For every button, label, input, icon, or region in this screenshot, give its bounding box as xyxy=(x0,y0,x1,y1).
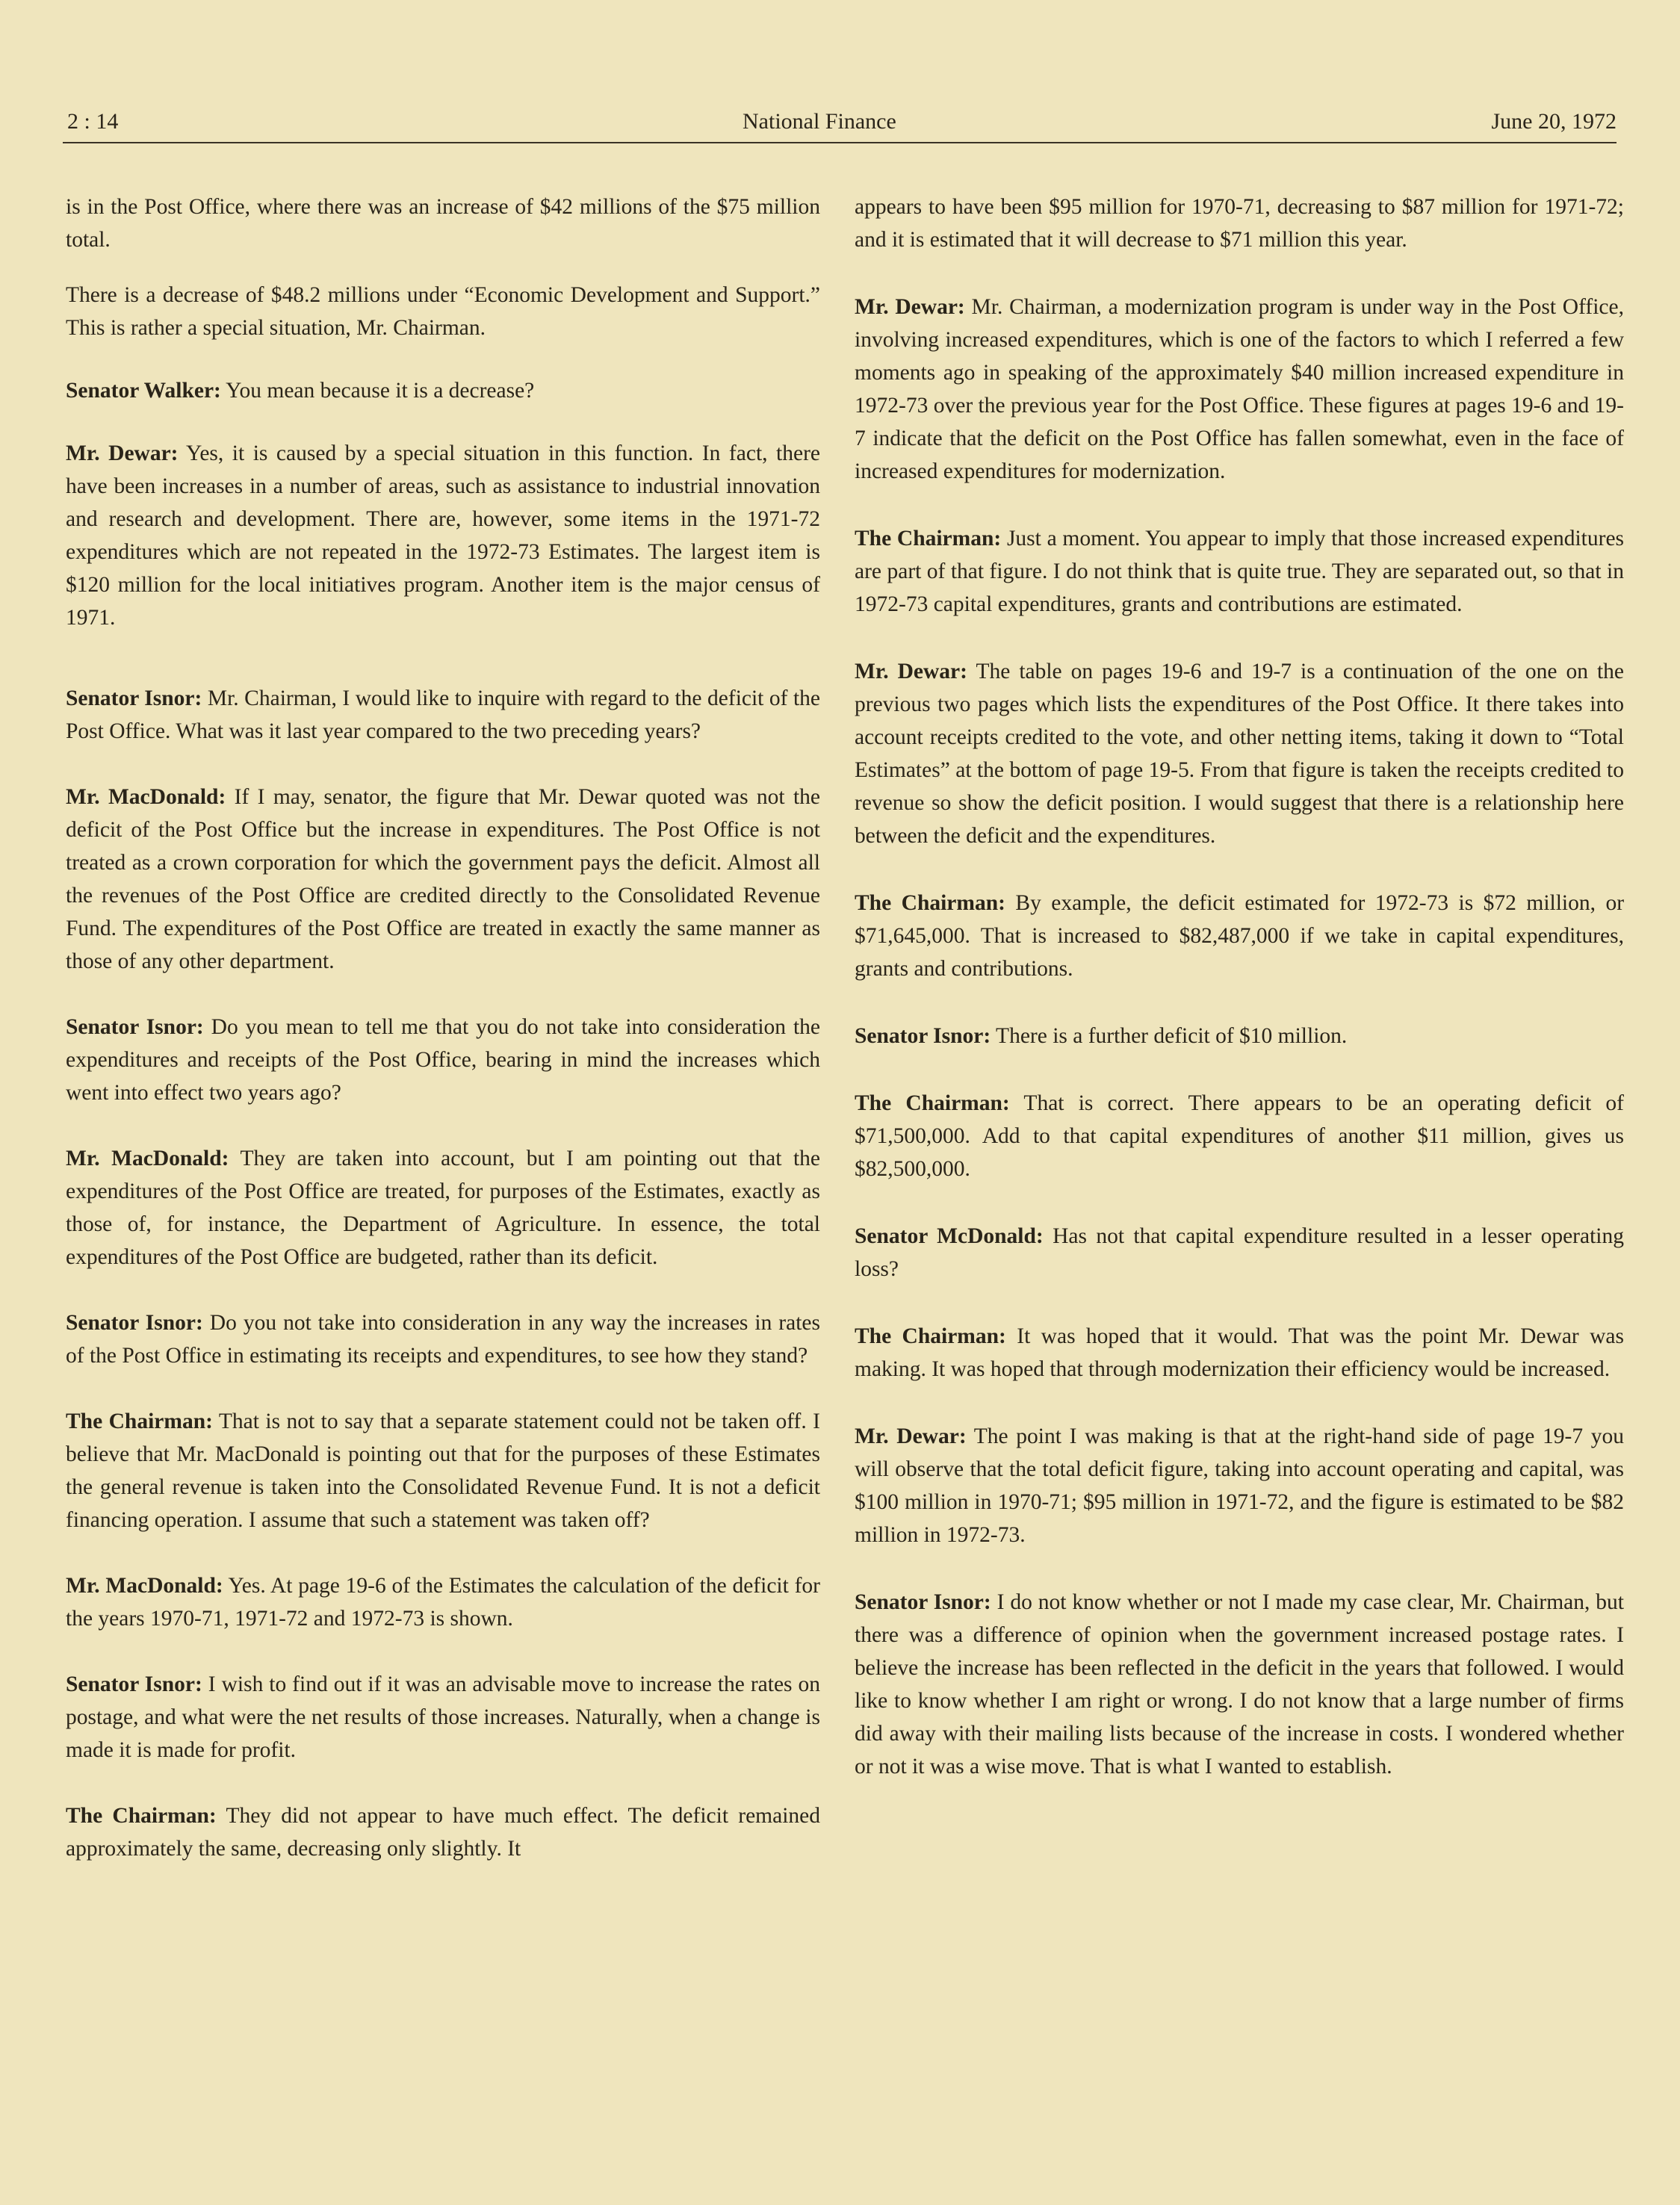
paragraph-text: Do you not take into consideration in any way the increases in rates of the Post Office in estimating its receipts and expenditures, to see how they stand? xyxy=(66,1311,820,1368)
speaker-name: Senator Isnor: xyxy=(855,1590,991,1614)
speaker-name: Senator Isnor: xyxy=(66,1015,204,1039)
paragraph-text: Yes. At page 19-6 of the Estimates the calculation of the deficit for the years 1970-71, 1971-72 and 1972-73 is shown. xyxy=(66,1574,821,1631)
paragraph-text: appears to have been $95 million for 1970-71, decreasing to $87 million for 1971-72; and it is estimated that it will decrease to $71 million this year. xyxy=(855,195,1624,252)
paragraph xyxy=(66,374,820,407)
paragraph-text: There is a decrease of $48.2 millions under “Economic Development and Support.” This is rather a special situation, Mr. Chairman. xyxy=(66,283,820,340)
paragraph xyxy=(855,655,1624,852)
paragraph xyxy=(66,190,820,256)
speaker-name: Senator Walker: xyxy=(66,379,221,403)
paragraph xyxy=(66,682,820,748)
left-column xyxy=(66,190,820,1865)
publication-date: June 20, 1972 xyxy=(1491,109,1617,134)
speaker-name: Senator McDonald: xyxy=(855,1224,1044,1248)
paragraph-text: You mean because it is a decrease? xyxy=(226,379,535,403)
paragraph xyxy=(66,1306,820,1372)
speaker-name: Mr. Dewar: xyxy=(66,441,179,465)
paragraph xyxy=(855,522,1624,621)
paragraph xyxy=(66,781,820,978)
paragraph xyxy=(66,1011,820,1109)
right-column xyxy=(855,190,1624,1783)
paragraph-text: Yes, it is caused by a special situation in this function. In fact, there have been increases in a number of areas, such as assistance to industrial innovation and research and development. There are, however, some items in the 1971-72 expenditures which are not repeated in the 1972-73 Estimates. The largest item is $120 million for the local initiatives program. Another item is the major census of 1971. xyxy=(66,441,821,630)
speaker-name: Mr. MacDonald: xyxy=(66,1147,229,1170)
speaker-name: The Chairman: xyxy=(855,1091,1010,1115)
paragraph xyxy=(66,1668,820,1767)
speaker-name: Senator Isnor: xyxy=(855,1024,991,1048)
paragraph xyxy=(66,1142,820,1274)
paragraph-text: Mr. Chairman, I would like to inquire with regard to the deficit of the Post Office. What was it last year compared to the two preceding years? xyxy=(66,686,821,743)
speaker-name: The Chairman: xyxy=(66,1409,213,1433)
paragraph-text: It was hoped that it would. That was the point Mr. Dewar was making. It was hoped that through modernization their efficiency would be increased. xyxy=(855,1324,1624,1381)
paragraph-text: They are taken into account, but I am pointing out that the expenditures of the Post Office are treated, for purposes of the Estimates, exactly as those of, for instance, the Department of Agriculture. In essence, the total expenditures of the Post Office are budgeted, rather than its deficit. xyxy=(66,1147,820,1269)
paragraph xyxy=(855,1586,1624,1783)
paragraph xyxy=(66,1405,820,1536)
paragraph-text: Do you mean to tell me that you do not take into consideration the expenditures and receipts of the Post Office, bearing in mind the increases which went into effect two years ago? xyxy=(66,1015,821,1105)
speaker-name: Mr. Dewar: xyxy=(855,1424,967,1448)
paragraph xyxy=(66,1799,820,1865)
paragraph-text: There is a further deficit of $10 million. xyxy=(996,1024,1348,1048)
paragraph-text: is in the Post Office, where there was an increase of $42 millions of the $75 million total. xyxy=(66,195,820,252)
speaker-name: Mr. MacDonald: xyxy=(66,785,226,809)
paragraph-text: Mr. Chairman, a modernization program is under way in the Post Office, involving increased expenditures, which is one of the factors to which I referred a few moments ago in speaking of the approximately $40 million increased expenditure in 1972-73 over the previous year for the Post Office. These figures at pages 19-6 and 19-7 indicate that the deficit on the Post Office has fallen somewhat, even in the face of increased expenditures for modernization. xyxy=(855,295,1624,483)
paragraph xyxy=(66,437,820,634)
paragraph-text: If I may, senator, the figure that Mr. Dewar quoted was not the deficit of the Post Office but the increase in expenditures. The Post Office is not treated as a crown corporation for which the government pays the deficit. Almost all the revenues of the Post Office are credited directly to the Consolidated Revenue Fund. The expenditures of the Post Office are treated in exactly the same manner as those of any other department. xyxy=(66,785,820,973)
paragraph-text: Just a moment. You appear to imply that those increased expenditures are part of that figure. I do not think that is quite true. They are separated out, so that in 1972-73 capital expenditures, grants and contributions are estimated. xyxy=(855,527,1625,616)
speaker-name: The Chairman: xyxy=(855,527,1002,551)
paragraph-text: The point I was making is that at the right-hand side of page 19-7 you will observe that the total deficit figure, taking into account operating and capital, was $100 million in 1970-71; $95 million in 1971-72, and the figure is estimated to be $82 million in 1972-73. xyxy=(855,1424,1624,1547)
paragraph-text: That is correct. There appears to be an operating deficit of $71,500,000. Add to that capital expenditures of another $11 million, gives us $82,500,000. xyxy=(855,1091,1625,1181)
paragraph xyxy=(855,887,1624,985)
paragraph-text: I do not know whether or not I made my case clear, Mr. Chairman, but there was a difference of opinion when the government increased postage rates. I believe the increase has been reflected in the deficit in the years that followed. I would like to know whether I am right or wrong. I do not know that a large number of firms did away with their mailing lists because of the increase in costs. I wondered whether or not it was a wise move. That is what I wanted to establish. xyxy=(855,1590,1625,1778)
paragraph xyxy=(855,1020,1624,1052)
speaker-name: Mr. Dewar: xyxy=(855,660,967,683)
publication-title: National Finance xyxy=(743,109,896,134)
speaker-name: Mr. MacDonald: xyxy=(66,1574,223,1598)
paragraph-text: The table on pages 19-6 and 19-7 is a continuation of the one on the previous two pages which lists the expenditures of the Post Office. It there takes into account receipts credited to the vote, and other netting items, taking it down to “Total Estimates” at the bottom of page 19-5. From that figure is taken the receipts credited to revenue so show the deficit position. I would suggest that there is a relationship here between the deficit and the expenditures. xyxy=(855,660,1624,848)
paragraph-text: By example, the deficit estimated for 1972-73 is $72 million, or $71,645,000. That is increased to $82,487,000 if we take in capital expenditures, grants and contributions. xyxy=(855,891,1625,981)
paragraph xyxy=(855,1087,1624,1185)
speaker-name: The Chairman: xyxy=(855,1324,1006,1348)
speaker-name: Senator Isnor: xyxy=(66,686,202,710)
paragraph xyxy=(855,1220,1624,1286)
page-number: 2 : 14 xyxy=(67,109,119,134)
paragraph xyxy=(855,1420,1624,1551)
paragraph-text: That is not to say that a separate statement could not be taken off. I believe that Mr. MacDonald is pointing out that for the purposes of these Estimates the general revenue is taken into the Consolidated Revenue Fund. It is not a deficit financing operation. I assume that such a statement was taken off? xyxy=(66,1409,820,1532)
speaker-name: Senator Isnor: xyxy=(66,1311,203,1335)
page-header xyxy=(63,105,1617,143)
paragraph-text: Has not that capital expenditure resulted in a lesser operating loss? xyxy=(855,1224,1624,1281)
speaker-name: The Chairman: xyxy=(66,1804,217,1828)
speaker-name: Mr. Dewar: xyxy=(855,295,965,319)
speaker-name: Senator Isnor: xyxy=(66,1672,202,1696)
paragraph xyxy=(855,190,1624,256)
speaker-name: The Chairman: xyxy=(855,891,1005,915)
paragraph-text: They did not appear to have much effect. The deficit remained approximately the same, decreasing only slightly. It xyxy=(66,1804,820,1861)
paragraph-text: I wish to find out if it was an advisable move to increase the rates on postage, and what were the net results of those increases. Naturally, when a change is made it is made for profit. xyxy=(66,1672,821,1762)
paragraph xyxy=(855,1320,1624,1386)
paragraph xyxy=(66,279,820,344)
paragraph xyxy=(66,1569,820,1635)
paragraph xyxy=(855,291,1624,488)
